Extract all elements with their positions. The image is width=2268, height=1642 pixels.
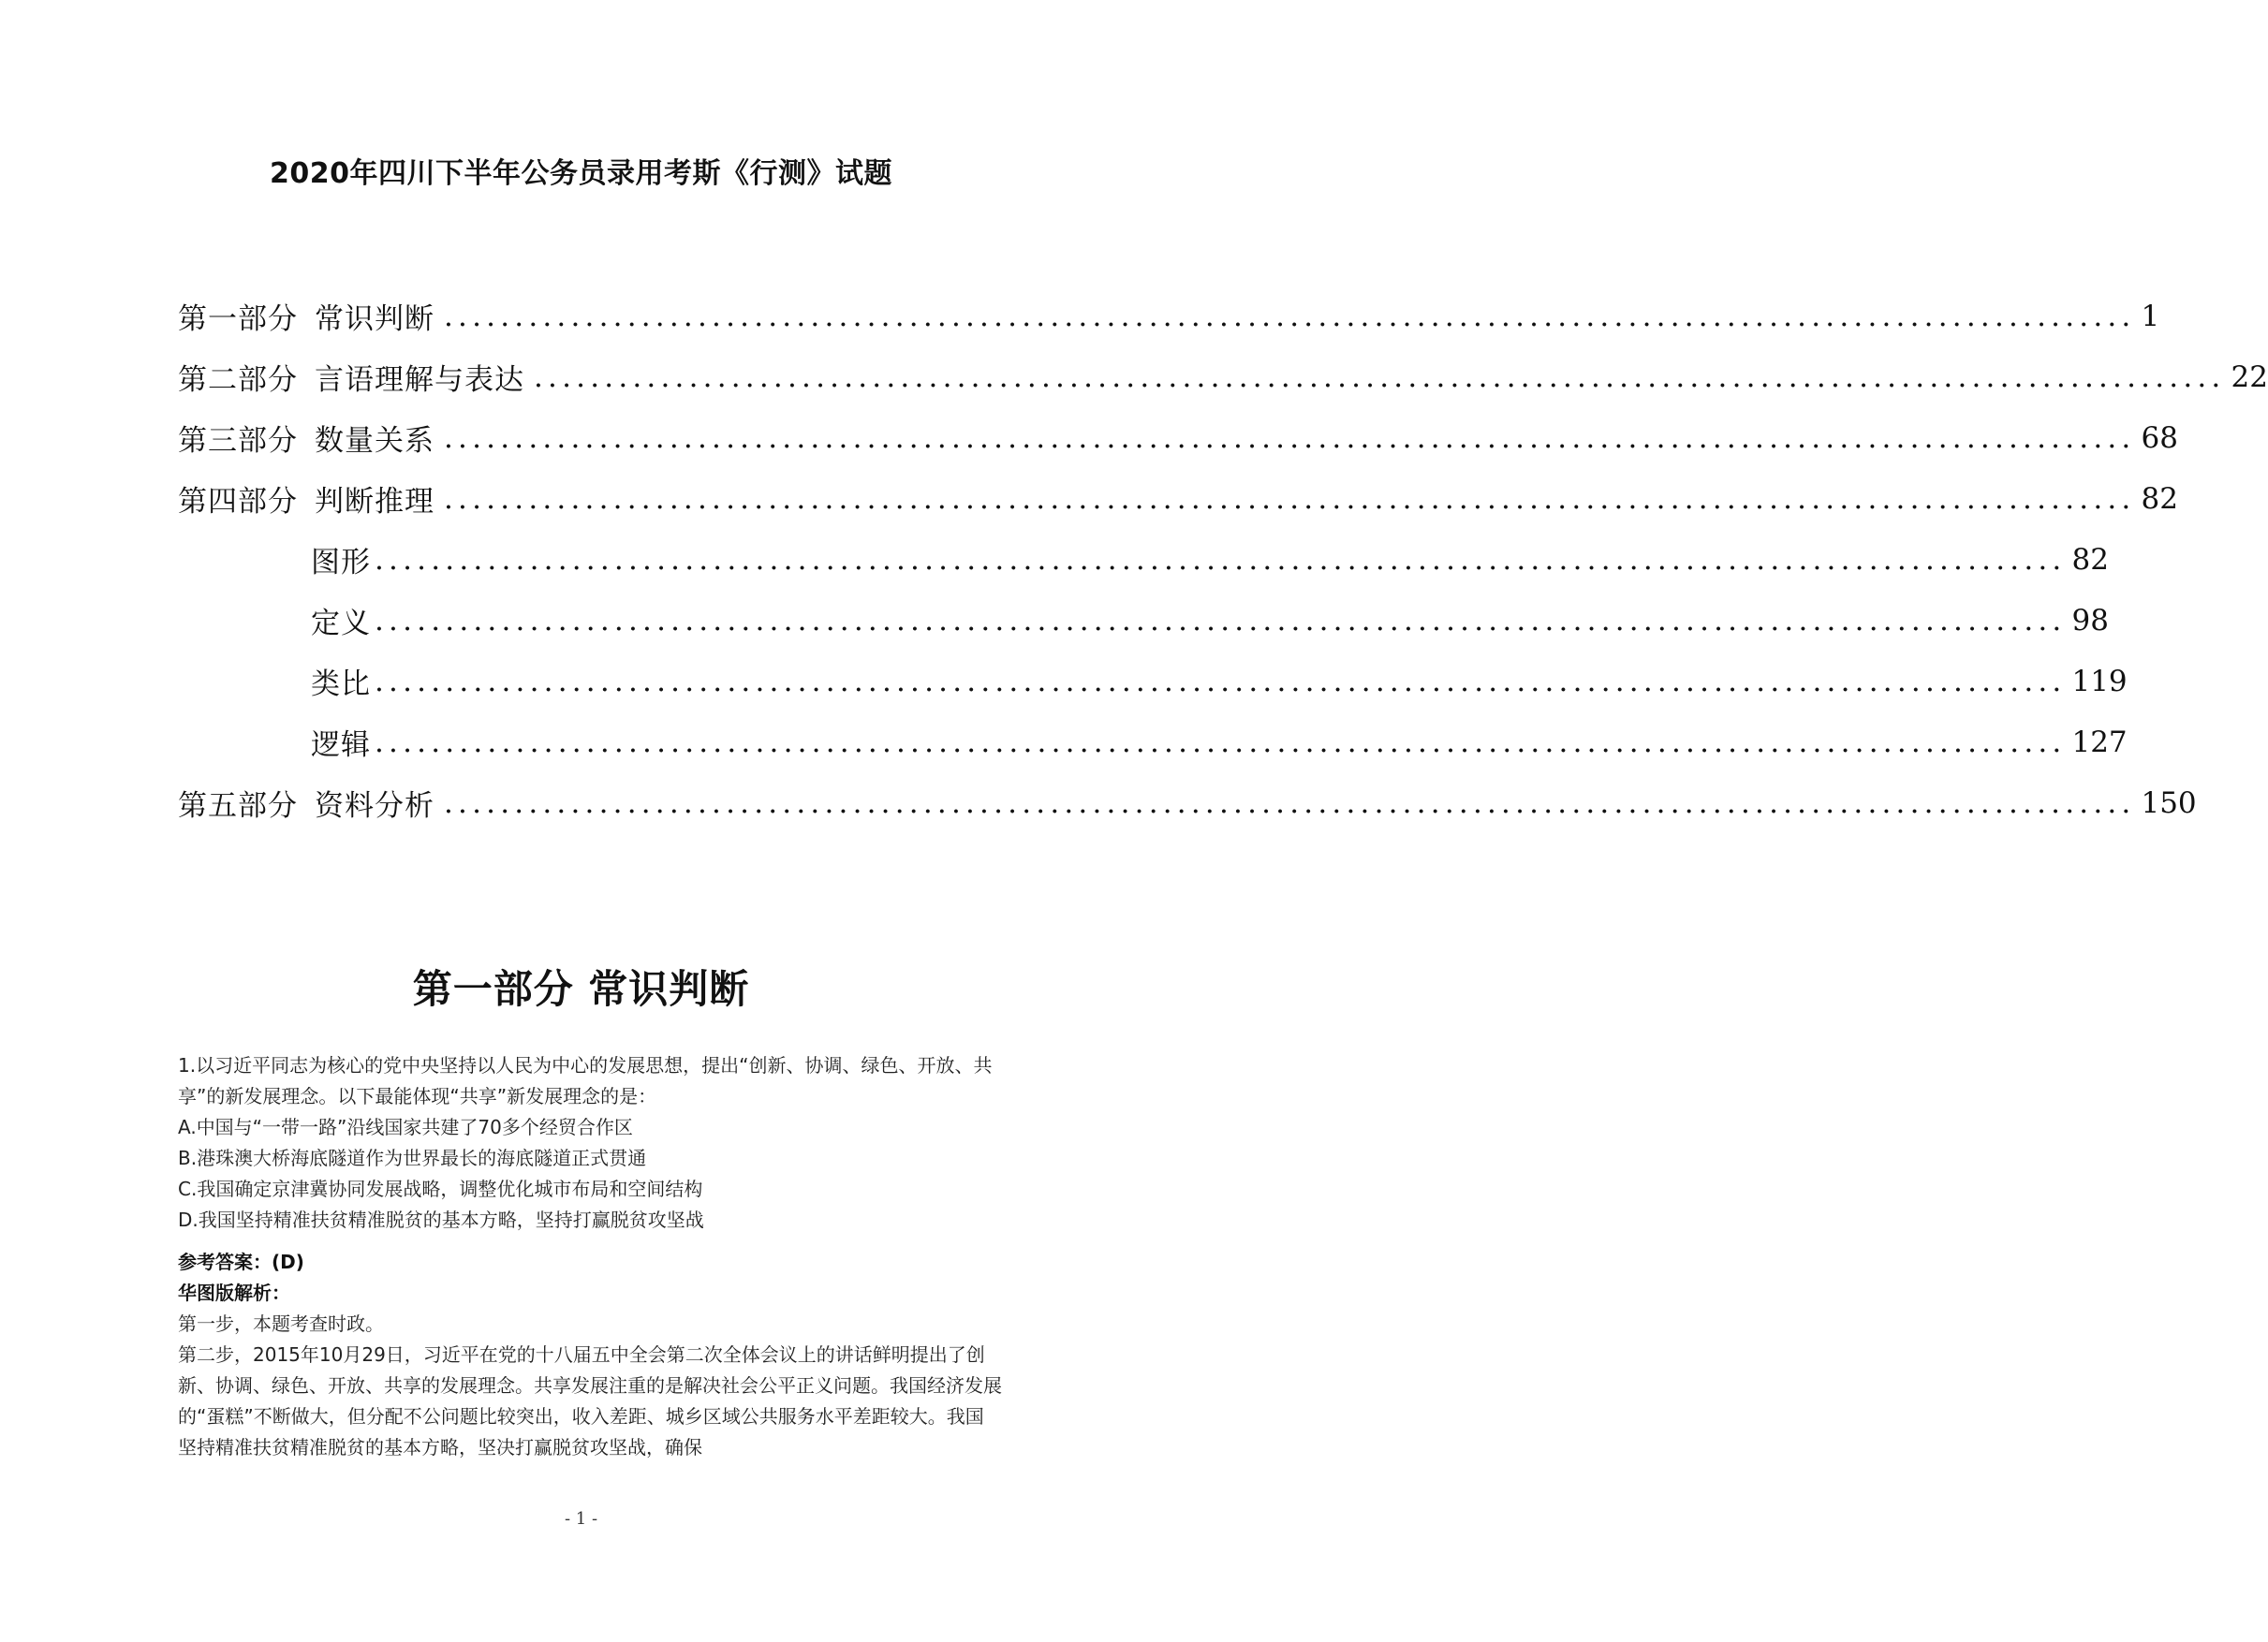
toc-page-number: 150: [2141, 785, 2197, 820]
toc-label: 言语理解与表达: [315, 363, 524, 397]
table-of-contents: [178, 286, 2268, 833]
answer-block: [178, 1247, 1002, 1463]
toc-label: 定义: [311, 607, 371, 640]
toc-entry[interactable]: [178, 711, 2128, 772]
toc-part: 第五部分: [178, 789, 298, 823]
toc-page-number: 22: [2231, 359, 2268, 394]
toc-entry[interactable]: [178, 529, 2109, 590]
toc-page-number: 127: [2071, 725, 2128, 759]
toc-part: 第四部分: [178, 485, 298, 519]
toc-entry[interactable]: [178, 772, 2197, 833]
toc-page-number: 1: [2141, 299, 2160, 333]
toc-leader-dots: ........................................................................................................................: [444, 420, 2136, 455]
toc-page-number: 68: [2141, 420, 2178, 455]
toc-leader-dots: ........................................................................................................................: [375, 725, 2067, 759]
toc-label: 数量关系: [315, 424, 434, 458]
toc-label: 常识判断: [315, 302, 434, 336]
toc-leader-dots: ........................................................................................................................: [444, 785, 2136, 820]
option-d: D.我国坚持精准扶贫精准脱贫的基本方略，坚持打赢脱贫攻坚战: [178, 1209, 704, 1231]
toc-part: 第三部分: [178, 424, 298, 458]
page-number: - 1 -: [564, 1509, 598, 1529]
toc-page-number: 82: [2071, 542, 2109, 577]
toc-page-number: 119: [2071, 664, 2128, 698]
toc-leader-dots: ........................................................................................................................: [375, 664, 2067, 698]
answer-label: 参考答案：(D): [178, 1251, 304, 1273]
question-block: [178, 1050, 1002, 1236]
toc-entry[interactable]: [178, 468, 2178, 529]
toc-leader-dots: ........................................................................................................................: [444, 481, 2136, 516]
toc-entry[interactable]: [178, 286, 2160, 346]
analysis-step-1: 第一步，本题考查时政。: [178, 1312, 384, 1335]
toc-label: 逻辑: [311, 728, 371, 762]
toc-label: 图形: [311, 546, 371, 579]
toc-leader-dots: ........................................................................................................................: [375, 542, 2067, 577]
toc-entry[interactable]: [178, 590, 2109, 651]
toc-entry[interactable]: [178, 651, 2128, 711]
analysis-step-2: 第二步，2015年10月29日，习近平在党的十八届五中全会第二次全体会议上的讲话鲜明提出了创新、协调、绿色、开放、共享的发展理念。共享发展注重的是解决社会公平正义问题。我国经济发展的“蛋糕”不断做大，但分配不公问题比较突出，收入差距、城乡区域公共服务水平差距较大。我国坚持精准扶贫精准脱贫的基本方略，坚决打赢脱贫攻坚战，确保: [178, 1343, 1002, 1459]
toc-entry[interactable]: [178, 346, 2268, 407]
section-heading: 第一部分 常识判断: [412, 966, 750, 1012]
option-b: B.港珠澳大桥海底隧道作为世界最长的海底隧道正式贯通: [178, 1147, 647, 1169]
toc-part: 第一部分: [178, 302, 298, 336]
toc-leader-dots: ........................................................................................................................: [534, 359, 2226, 394]
analysis-label: 华图版解析：: [178, 1282, 290, 1304]
option-c: C.我国确定京津冀协同发展战略，调整优化城市布局和空间结构: [178, 1178, 703, 1200]
toc-entry[interactable]: [178, 407, 2178, 468]
toc-page-number: 98: [2071, 603, 2109, 638]
toc-label: 判断推理: [315, 485, 434, 519]
document-title: 2020年四川下半年公务员录用考斯《行测》试题: [270, 157, 892, 190]
toc-page-number: 82: [2141, 481, 2178, 516]
toc-leader-dots: ........................................................................................................................: [375, 603, 2067, 638]
toc-part: 第二部分: [178, 363, 298, 397]
toc-label: 资料分析: [315, 789, 434, 823]
question-stem: 1.以习近平同志为核心的党中央坚持以人民为中心的发展思想，提出“创新、协调、绿色、开放、共享”的新发展理念。以下最能体现“共享”新发展理念的是：: [178, 1054, 993, 1107]
toc-leader-dots: ........................................................................................................................: [444, 299, 2136, 333]
option-a: A.中国与“一带一路”沿线国家共建了70多个经贸合作区: [178, 1116, 633, 1138]
toc-label: 类比: [311, 667, 371, 701]
